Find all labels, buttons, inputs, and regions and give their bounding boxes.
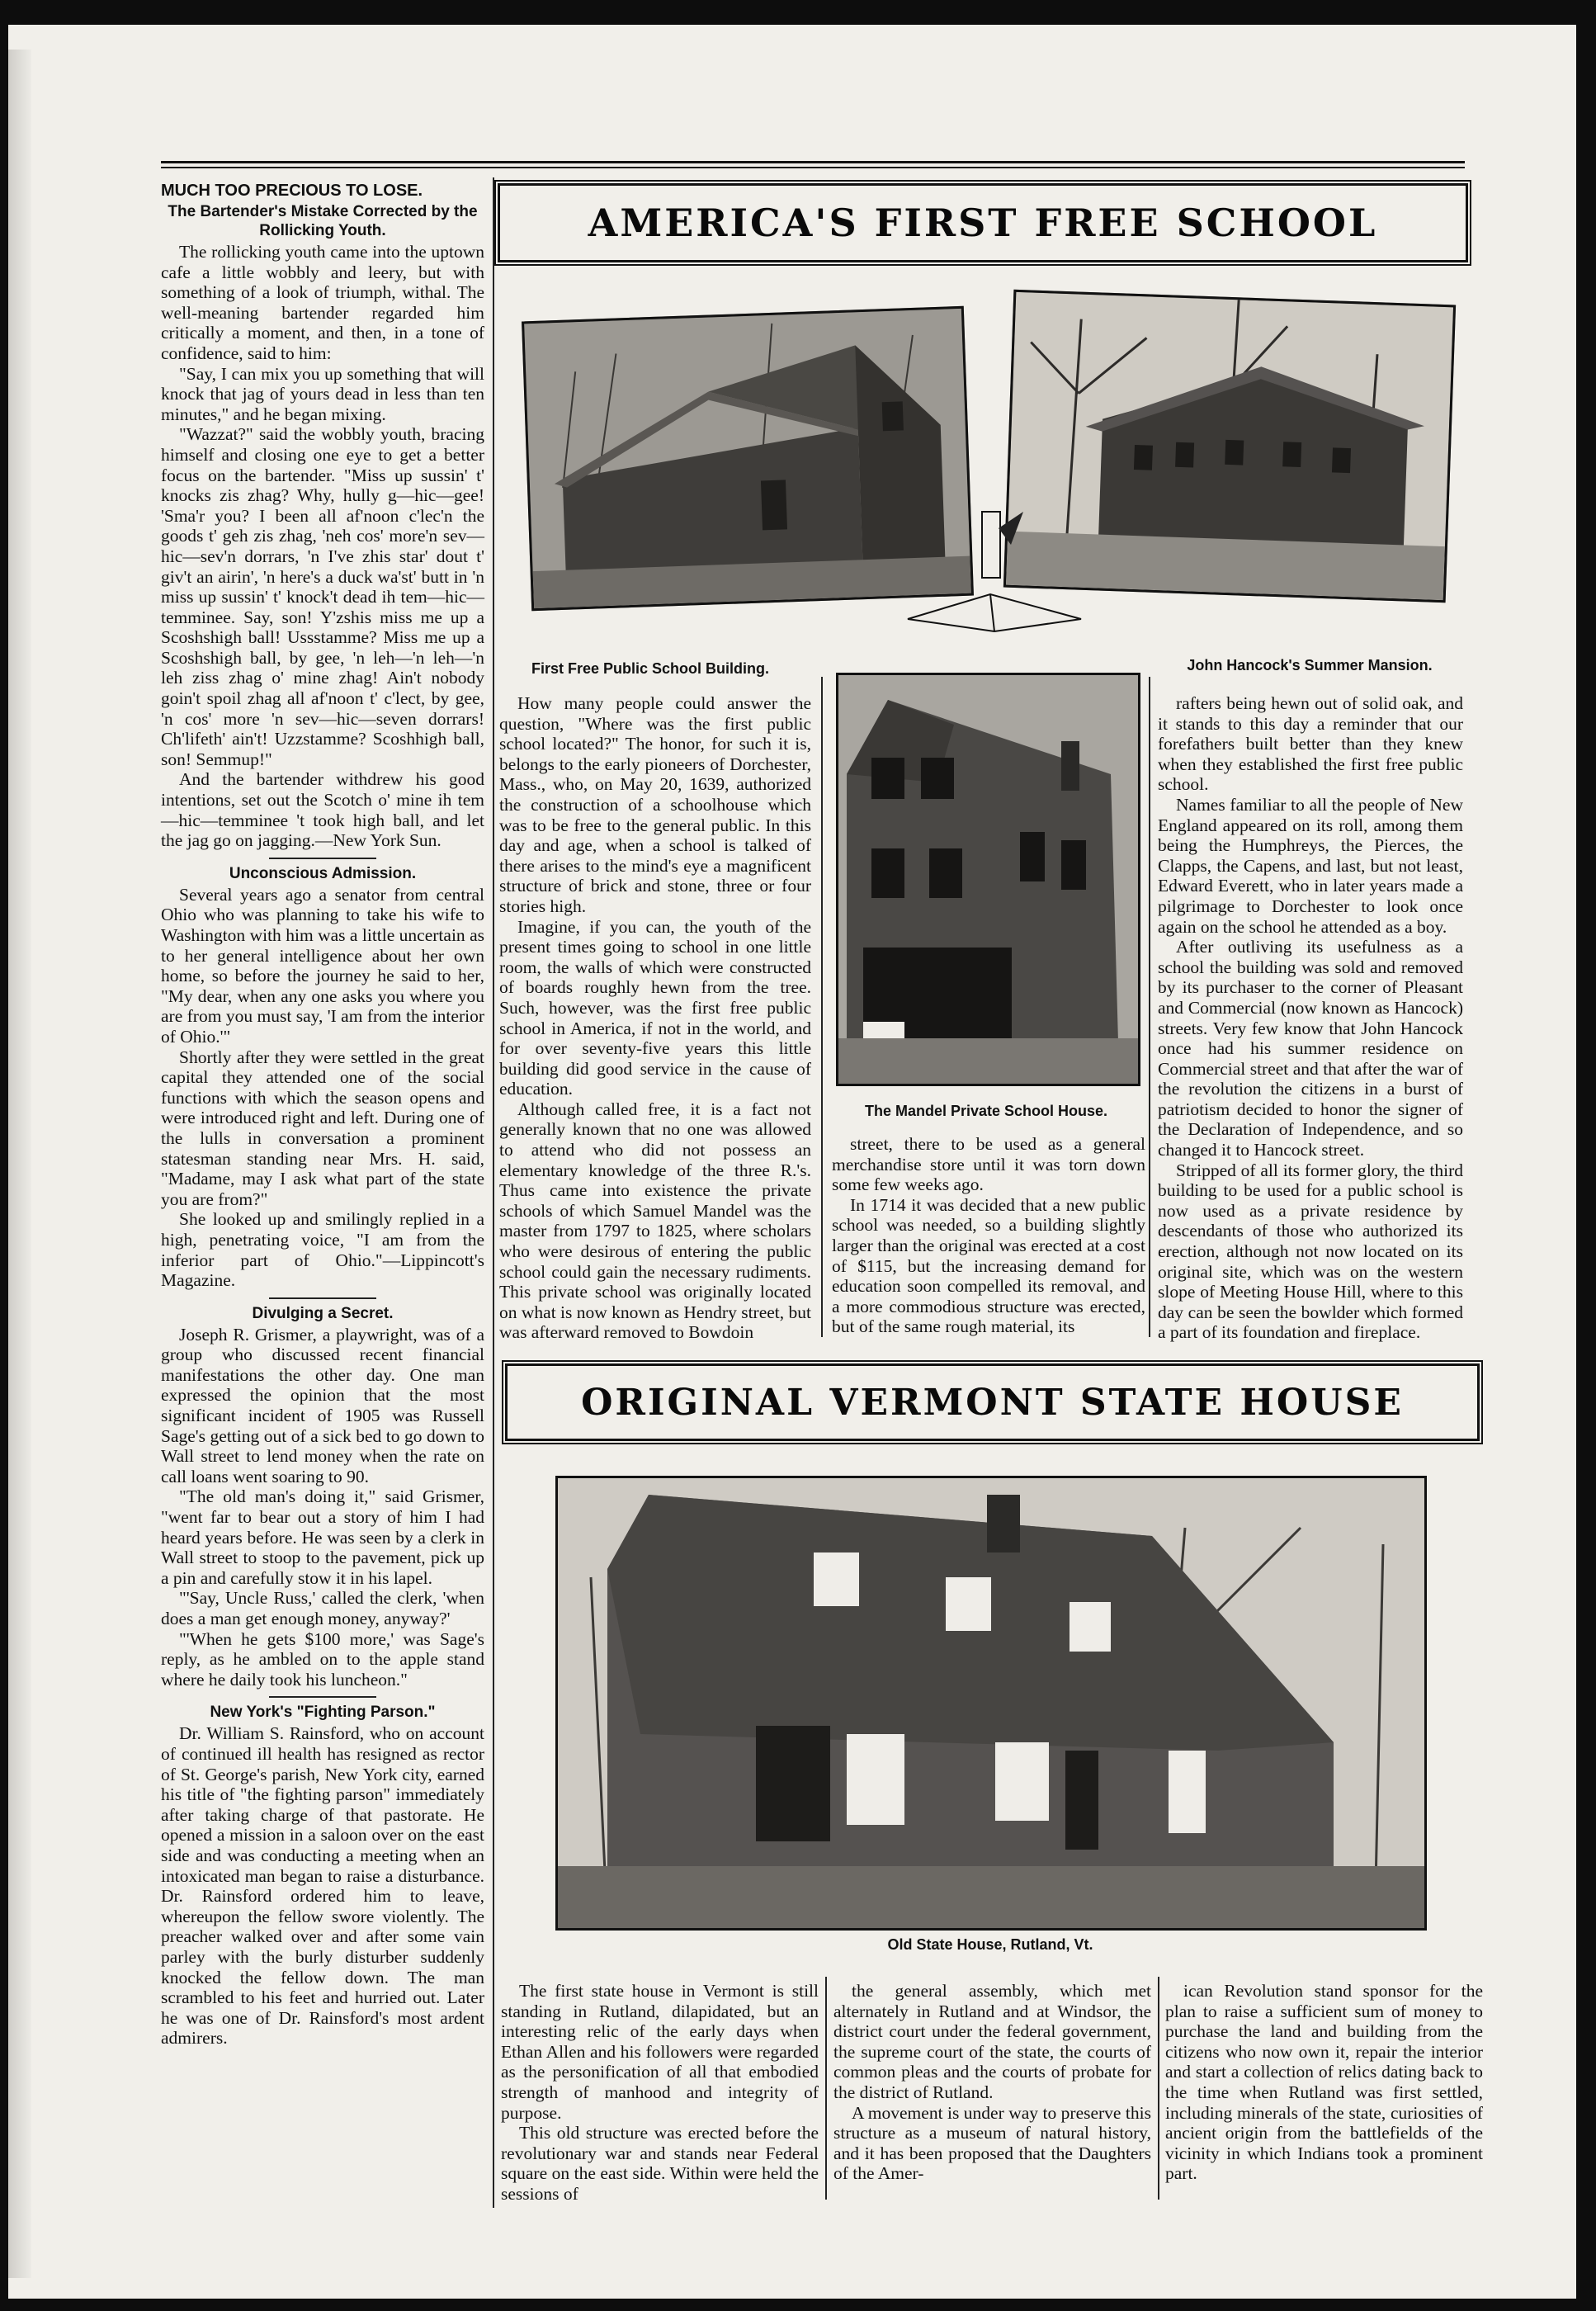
paragraph: In 1714 it was decided that a new public school was needed, so a building slightly larger than the original was erected at a cost of $115, but the increasing demand for education soon compelled its removal, and a more commodious structure was erected, but of the same rough material, its (832, 1194, 1145, 1337)
paragraph: "Wazzat?" said the wobbly youth, bracing himself and closing one eye to get a better focus on the bartender. "Miss up sussin' t' knocks zis zhag? Why, hully g—hic—gee! 'Sma'r you? I been all af'noon c'lec'n the goods t' geh zis zhag, 'neh cos' more'n sev—hic—sev'n dorrars, 'n I've zhis star' dout t' giv't an airin', 'n here's a duck wa'st' butt in 'n miss up sussin' t' knock't dead ih tem—hic—temminee. Say, son! Y'zshis miss me up a Scoshshigh ball! Ussstamme? Miss me up a Scoshshigh ball, by gee, 'n leh—'n leh—'n leh ziss zhag o' mine zhag! Ain't nobody goin't spoil zhag all af'noon t' c'lect, by gee, 'n cos' more 'n sev—hic—seven dorrars! Ch'lifeth' ain't! Uzzstamme? Scoshhigh ball, son! Semmup!" (161, 424, 484, 769)
paragraph: And the bartender withdrew his good intentions, set out the Scotch o' mine ih tem—hic—temminee 't took high ball, and let the jag go on jagging.—New York Sun. (161, 769, 484, 851)
paragraph: "Say, I can mix you up something that will knock that jag of yours dead in less than ten minutes," and he began mixing. (161, 363, 484, 424)
photo-vermont-state-house (555, 1476, 1427, 1931)
paragraph: the general assembly, which met alternately in Rutland and at Windsor, the district court under the federal government, the supreme court of the state, the courts of common pleas and the courts of probate for the district of Rutland. (833, 1981, 1151, 2102)
subhead-bartender: The Bartender's Mistake Corrected by the Rollicking Youth. (168, 203, 478, 239)
caption-hancock-mansion: John Hancock's Summer Mansion. (1187, 657, 1433, 673)
paragraph: Dr. William S. Rainsford, who on account of continued ill health has resigned as rector of St. George's parish, New York city, earned his title of "the fighting parson" immediately after taking charge of that pastorate. He opened a mission in a saloon over on the east side and was conducting a meeting when an intoxicated man began to raise a disturbance. Dr. Rainsford ordered him to leave, whereupon the fellow swore violently. The preacher walked over and after some vain parley with the burly disturber suddenly knocked the fellow down. The man scrambled to his feet and hurried out. Later he was one of Dr. Rainsford's most ardent admirers. (161, 1723, 484, 2049)
column-rule (821, 677, 823, 1337)
paragraph: Several years ago a senator from central Ohio who was planning to take his wife to Washington with him was a little uncertain as to her general intelligence about her own home, so before the journey he said to her, "My dear, when any one asks you where you are from you must say, 'I am from the interior of Ohio.'" (161, 884, 484, 1047)
school-column-3 (1158, 693, 1463, 1343)
column-rule (1158, 1977, 1159, 2200)
column-rule (493, 177, 494, 2208)
paragraph: ican Revolution stand sponsor for the plan to raise a sufficient sum of money to purchase the land and building from the citizens who now own it, repair the interior and start a collection of relics dating back to the time when Rutland was first settled, including minerals of the state, curiosities of ancient origin from the battlefields of the vicinity in which Indians took a prominent part. (1165, 1981, 1483, 2184)
paragraph: Imagine, if you can, the youth of the present times going to school in one little room, the walls of which were constructed of boards roughly hewn from the tree. Such, however, was the first free public school in America, if not in the world, and for over seventy-five years this little building did good service in the cause of education. (499, 916, 811, 1099)
paragraph: How many people could answer the question, "Where was the first public school located?" The honor, for such it is, belongs to the early pioneers of Dorchester, Mass., who, on May 20, 1639, authorized the construction of a schoolhouse which was to be free to the general public. In this day and age, when a school is talked of there arises to the mind's eye a magnificent structure of brick and stone, three or four stories high. (499, 693, 811, 916)
headline-fighting-parson: New York's "Fighting Parson." (210, 1704, 436, 1722)
divider (269, 1297, 376, 1299)
vermont-column-2 (833, 1981, 1151, 2184)
paragraph: Shortly after they were settled in the great capital they attended one of the social functions with which the season opens and were introduced right and left. During one of the lulls in conversation a prominent statesman standing near Mrs. H. said, "Madame, may I ask what part of the state you are from?" (161, 1047, 484, 1209)
headline-divulging: Divulging a Secret. (252, 1304, 394, 1322)
paragraph: A movement is under way to preserve this structure as a museum of natural history, and it has been proposed that the Daughters of the Amer- (833, 2102, 1151, 2184)
caption-old-state-house: Old State House, Rutland, Vt. (887, 1936, 1093, 1953)
caption-mandel-school: The Mandel Private School House. (864, 1103, 1108, 1119)
caption-first-free-school: First Free Public School Building. (531, 660, 770, 677)
paragraph: street, there to be used as a general merchandise store until it was torn down some few weeks ago. (832, 1134, 1145, 1195)
page-gutter (8, 50, 31, 2278)
vermont-column-3 (1165, 1981, 1483, 2184)
open-book-emblem (900, 495, 1089, 636)
headline-unconscious: Unconscious Admission. (229, 864, 417, 882)
headline-vermont-state-house: ORIGINAL VERMONT STATE HOUSE (505, 1363, 1480, 1441)
headline-first-free-school: AMERICA'S FIRST FREE SCHOOL (498, 183, 1468, 262)
paragraph: Joseph R. Grismer, a playwright, was of a group who discussed recent financial manifestations the other day. One man expressed the opinion that the most significant incident of 1905 was Russell Sage's getting out of a sick bed to go down to Wall street to lend money when the rate on call loans went soaring to 90. (161, 1324, 484, 1486)
paragraph: Although called free, it is a fact not generally known that no one was allowed to attend who did not possess an elementary knowledge of the three R.'s. Thus came into existence the private schools of which Samuel Mandel was the master from 1797 to 1825, where scholars who were desirous of entering the public school could gain the necessary rudiments. This private school was originally located on what is now known as Hendry street, but was afterward removed to Bowdoin (499, 1099, 811, 1343)
paragraph: She looked up and smilingly replied in a high, penetrating voice, "I am from the inferior part of Ohio."—Lippincott's Magazine. (161, 1209, 484, 1291)
paragraph: "The old man's doing it," said Grismer, "went far to bear out a story of him I had heard years before. He was seen by a clerk in Wall street to stoop to the pavement, pick up a pin and carefully stow it in his lapel. (161, 1486, 484, 1588)
divider (269, 1696, 376, 1698)
top-rule (161, 161, 1465, 163)
vermont-column-1 (501, 1981, 819, 2205)
paragraph: After outliving its usefulness as a school the building was sold and removed by its purchaser to the corner of Pleasant and Commercial (now known as Hancock) streets. Very few know that John Hancock once had his summer residence on Commercial street and that after the war of the revolution the citizens in a burst of patriotism decided to honor the signer of the Declaration of Independence, and so changed it to Hancock street. (1158, 937, 1463, 1160)
column-rule (825, 1977, 827, 2200)
top-rule-2 (161, 167, 1465, 168)
paragraph: Stripped of all its former glory, the third building to be used for a public school is now used as a private residence by descendants of those who authorized its erection, although not now located on its original site, which was on the western slope of Meeting House Hill, where to this day can be seen the bowlder which formed a part of its foundation and fireplace. (1158, 1160, 1463, 1343)
paragraph: rafters being hewn out of solid oak, and it stands to this day a reminder that our forefathers built better than they knew when they established the first free public school. (1158, 693, 1463, 795)
paragraph: "'When he gets $100 more,' was Sage's reply, as he ambled on to the apple stand where he daily took his luncheon." (161, 1628, 484, 1690)
photo-mandel-school (836, 673, 1140, 1086)
paragraph: This old structure was erected before the revolutionary war and stands near Federal square on the east side. Within were held the sessions of (501, 2123, 819, 2204)
paragraph: The rollicking youth came into the uptown cafe a little wobbly and leery, but with something of a look of triumph, withal. The well-meaning bartender regarded him critically a moment, and then, in a tone of confidence, said to him: (161, 242, 484, 363)
paragraph: The first state house in Vermont is still standing in Rutland, dilapidated, but an interesting relic of the early days when Ethan Allen and his followers were regarded as the personification of all that embodied strength of manhood and integrity of purpose. (501, 1981, 819, 2123)
school-column-1 (499, 693, 811, 1343)
paragraph: Names familiar to all the people of New England appeared on its roll, among them being the Humphreys, the Pierces, the Clapps, the Capens, and last, but not least, Edward Everett, who in later years made a pilgrimage to Dorchester to look once again on the school he attended as a boy. (1158, 794, 1463, 937)
column-rule (1149, 677, 1150, 1337)
headline-precious: MUCH TOO PRECIOUS TO LOSE. (161, 182, 423, 200)
paragraph: "'Say, Uncle Russ,' called the clerk, 'when does a man get enough money, anyway?' (161, 1588, 484, 1628)
school-column-2 (832, 1134, 1145, 1337)
divider (269, 858, 376, 859)
left-column (161, 180, 484, 2049)
